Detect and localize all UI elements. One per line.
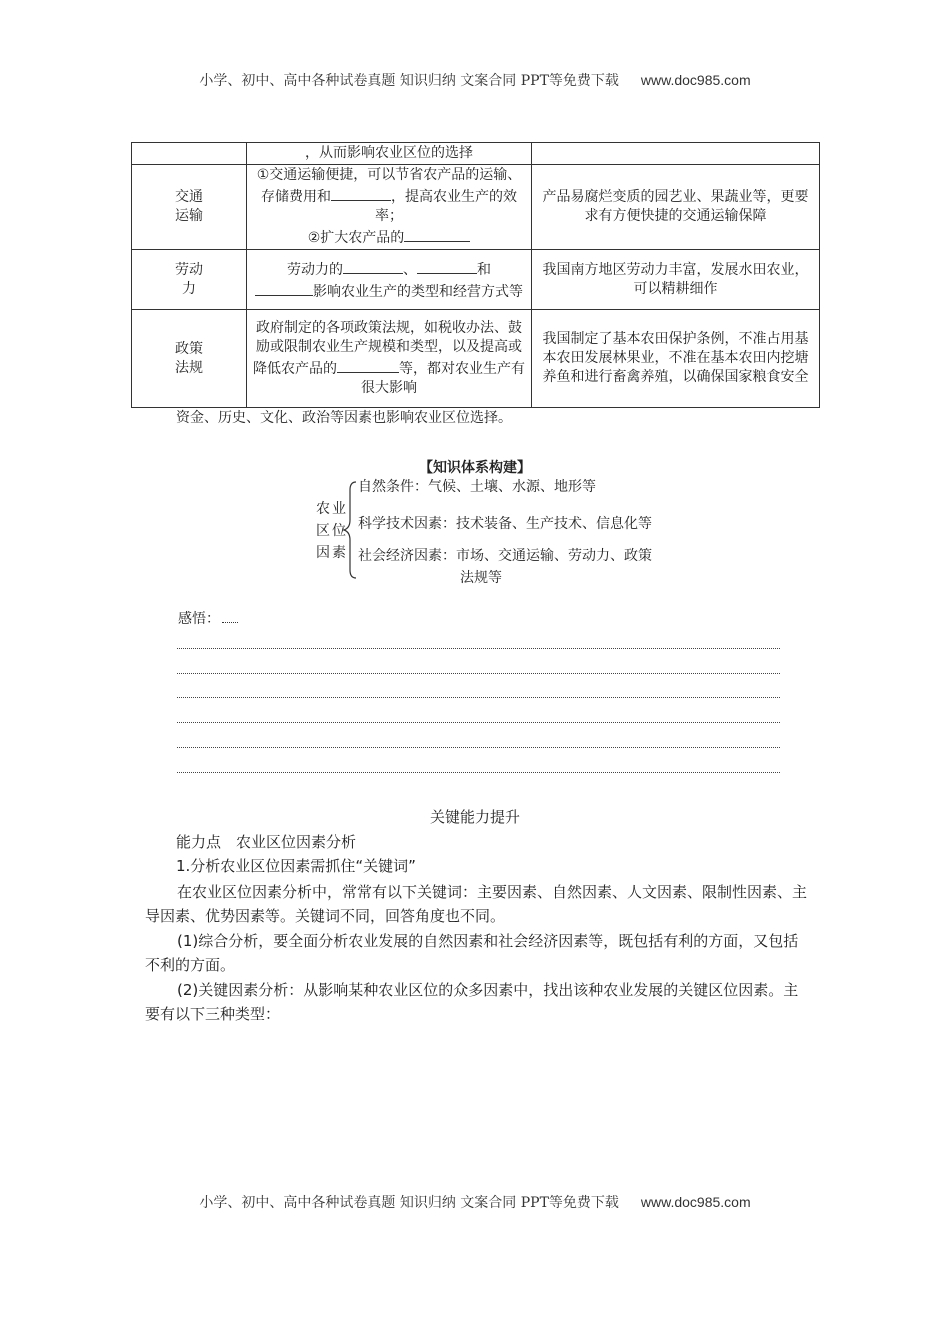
factor-label: 政策 法规 <box>132 310 247 408</box>
footer-text: 小学、初中、高中各种试卷真题 知识归纳 文案合同 PPT等免费下载 <box>199 1195 619 1211</box>
table-cell <box>247 143 532 165</box>
footer-url[interactable]: www.doc985.com <box>640 1194 751 1210</box>
after-table-note: 资金、历史、文化、政治等因素也影响农业区位选择。 <box>176 410 512 426</box>
table-cell <box>132 143 247 165</box>
paragraph: (2)关键因素分析：从影响某种农业区位的众多因素中，找出该种农业发展的关键区位因素。主要有以下三种类型： <box>145 981 799 1023</box>
fill-blank <box>343 258 403 274</box>
reflection-line[interactable] <box>177 648 780 649</box>
reflection-line[interactable] <box>177 772 780 773</box>
knowledge-title: 【知识体系构建】 <box>419 460 531 476</box>
table-cell <box>532 143 820 165</box>
factor-description: 劳动力的 、 和 影响农业生产的类型和经营方式等 <box>247 250 532 310</box>
reflection-line[interactable] <box>177 747 780 748</box>
fill-blank <box>337 357 399 373</box>
point-heading: 1.分析农业区位因素需抓住“关键词” <box>176 857 416 875</box>
factor-description: 政府制定的各项政策法规，如税收办法、鼓励或限制农业生产规模和类型，以及提高或降低农产品的 等，都对农业生产有很大影响 <box>247 310 532 408</box>
fill-blank <box>331 185 391 201</box>
knowledge-root: 农业区位因素 <box>316 501 348 561</box>
paragraph: 在农业区位因素分析中，常常有以下关键词：主要因素、自然因素、人文因素、限制性因素、主导因素、优势因素等。关键词不同，回答角度也不同。 <box>145 883 808 925</box>
brace-icon <box>342 480 358 580</box>
table-row <box>132 165 820 250</box>
factor-label: 劳动 力 <box>132 250 247 310</box>
row0-text: ，从而影响农业区位的选择 <box>305 145 473 161</box>
fill-blank <box>417 258 477 274</box>
factor-example: 产品易腐烂变质的园艺业、果蔬业等，更要求有方便快捷的交通运输保障 <box>532 165 820 250</box>
knowledge-item: 法规等 <box>460 570 502 586</box>
table-row <box>132 143 820 165</box>
reflection-line[interactable] <box>177 722 780 723</box>
factor-example: 我国制定了基本农田保护条例，不准占用基本农田发展林果业，不准在基本农田内挖塘养鱼和进行畜禽养殖，以确保国家粮食安全 <box>532 310 820 408</box>
page-footer <box>0 1192 950 1212</box>
factor-label: 交通 运输 <box>132 165 247 250</box>
table-row <box>132 310 820 408</box>
knowledge-item: 科学技术因素：技术装备、生产技术、信息化等 <box>358 516 652 532</box>
factor-description: ①交通运输便捷，可以节省农产品的运输、存储费用和 ，提高农业生产的效率； ②扩大农产品的 <box>247 165 532 250</box>
reflection-label: 感悟： <box>178 608 238 628</box>
ability-heading: 能力点 农业区位因素分析 <box>176 833 357 851</box>
knowledge-item: 社会经济因素：市场、交通运输、劳动力、政策 <box>358 548 652 564</box>
reflection-line[interactable] <box>177 673 780 674</box>
page-header <box>0 70 950 90</box>
section-title: 关键能力提升 <box>429 808 520 826</box>
fill-blank <box>255 280 313 296</box>
fill-blank <box>404 226 470 242</box>
header-text: 小学、初中、高中各种试卷真题 知识归纳 文案合同 PPT等免费下载 <box>199 73 619 89</box>
reflection-line[interactable] <box>177 697 780 698</box>
factor-example: 我国南方地区劳动力丰富，发展水田农业，可以精耕细作 <box>532 250 820 310</box>
knowledge-item: 自然条件：气候、土壤、水源、地形等 <box>358 479 596 495</box>
table-row <box>132 250 820 310</box>
agri-factor-table <box>131 142 820 408</box>
header-url[interactable]: www.doc985.com <box>640 72 751 88</box>
paragraph: (1)综合分析，要全面分析农业发展的自然因素和社会经济因素等，既包括有利的方面，又包括不利的方面。 <box>145 932 799 974</box>
